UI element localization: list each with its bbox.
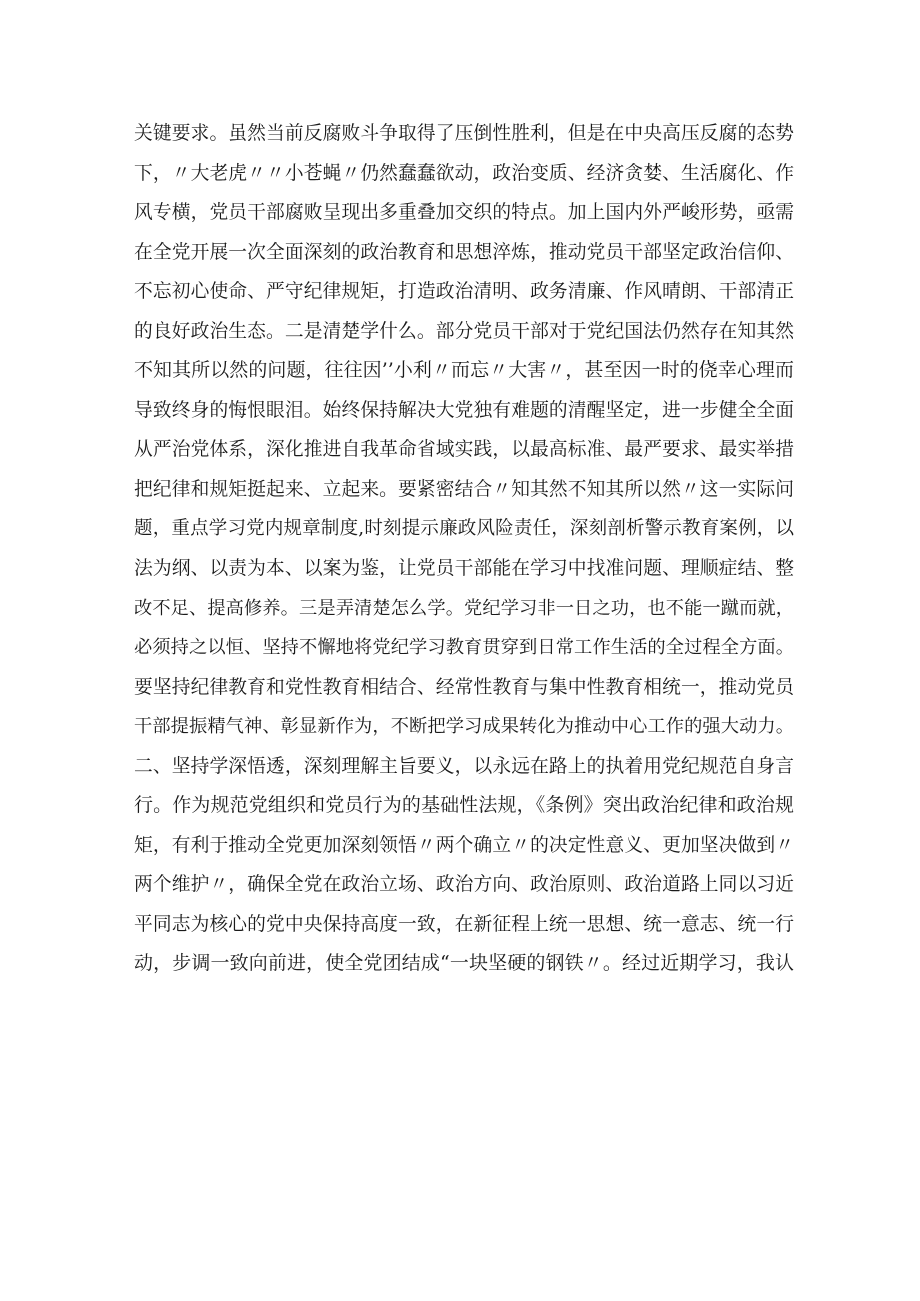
text-line: 行。作为规范党组织和党员行为的基础性法规，《条例》突出政治纪律和政治规 xyxy=(134,794,794,817)
text-line: 平同志为核心的党中央保持高度一致，在新征程上统一思想、统一意志、统一行 xyxy=(134,913,794,935)
text-line: 两个维护〃，确保全党在政治立场、政治方向、政治原则、政治道路上同以习近 xyxy=(134,874,794,896)
text-line: 法为纲、以责为本、以案为鉴，让党员干部能在学习中找准问题、理顺症结、整 xyxy=(134,558,794,580)
text-line: 要坚持纪律教育和党性教育相结合、经常性教育与集中性教育相统一，推动党员 xyxy=(134,676,794,698)
text-line: 题，重点学习党内规章制度,时刻提示廉政风险责任，深刻剖析警示教育案例，以 xyxy=(134,518,794,540)
text-line: 改不足、提高修养。三是弄清楚怎么学。党纪学习非一日之功，也不能一蹴而就， xyxy=(134,597,794,619)
text-line: 动，步调一致向前进，使全党团结成“一块坚硬的钢铁〃。经过近期学习，我认 xyxy=(134,952,794,975)
text-line: 从严治党体系，深化推进自我革命省域实践，以最高标准、最严要求、最实举措 xyxy=(134,439,794,461)
text-line: 矩，有利于推动全党更加深刻领悟〃两个确立〃的决定性意义、更加坚决做到〃 xyxy=(134,834,794,856)
text-line: 下，〃大老虎〃〃小苍蝇〃仍然蠢蠢欲动，政治变质、经济贪婪、生活腐化、作 xyxy=(134,162,794,184)
body-text xyxy=(134,114,794,984)
text-line: 导致终身的悔恨眼泪。始终保持解决大党独有难题的清醒坚定，进一步健全全面 xyxy=(134,399,794,421)
text-line: 不知其所以然的问题，往往因’’小利〃而忘〃大害〃，甚至因一时的侥幸心理而 xyxy=(134,359,794,382)
text-line: 不忘初心使命、严守纪律规矩，打造政治清明、政务清廉、作风晴朗、干部清正 xyxy=(134,281,794,303)
text-line: 必须持之以恒、坚持不懈地将党纪学习教育贯穿到日常工作生活的全过程全方面。 xyxy=(134,637,794,659)
text-line: 二、坚持学深悟透，深刻理解主旨要义，以永远在路上的执着用党纪规范自身言 xyxy=(134,755,794,777)
text-line: 风专横，党员干部腐败呈现出多重叠加交织的特点。加上国内外严峻形势，亟需 xyxy=(134,202,794,224)
text-line: 关键要求。虽然当前反腐败斗争取得了压倒性胜利，但是在中央高压反腐的态势 xyxy=(134,123,794,144)
text-line: 把纪律和规矩挺起来、立起来。要紧密结合〃知其然不知其所以然〃这一实际问 xyxy=(134,478,794,500)
text-line: 在全党开展一次全面深刻的政治教育和思想淬炼，推动党员干部坚定政治信仰、 xyxy=(134,241,794,263)
text-line: 干部提振精气神、彰显新作为，不断把学习成果转化为推动中心工作的强大动力。 xyxy=(134,716,794,738)
text-line: 的良好政治生态。二是清楚学什么。部分党员干部对于党纪国法仍然存在知其然 xyxy=(134,320,794,342)
